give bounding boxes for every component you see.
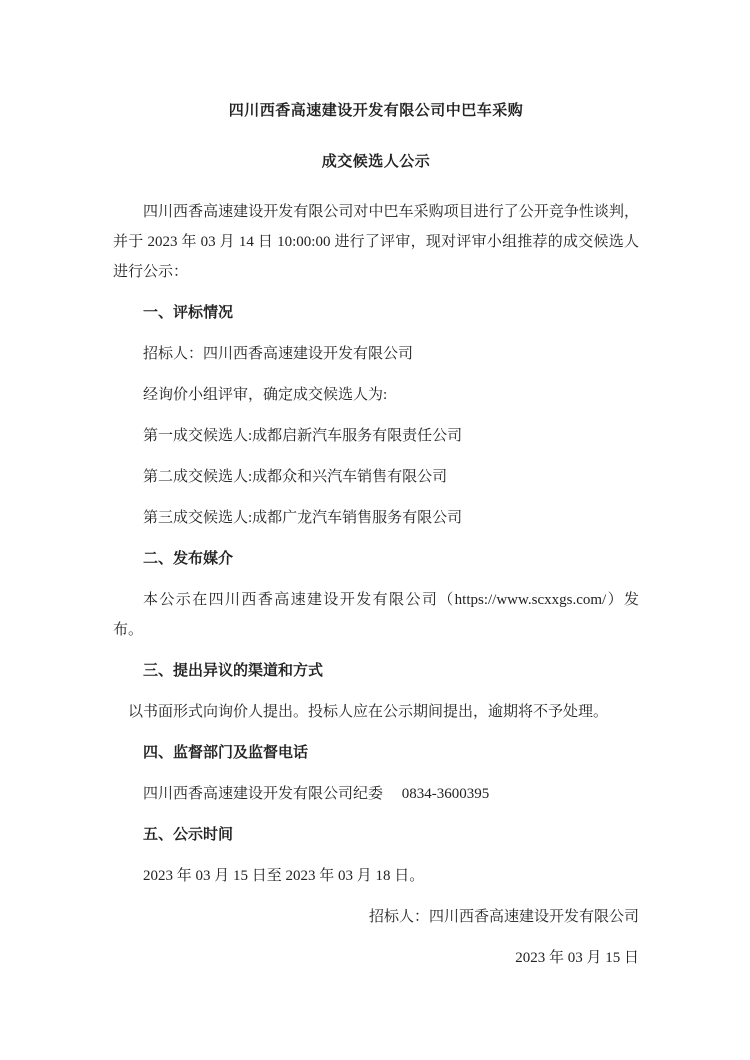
document-subtitle: 成交候选人公示 [321, 153, 431, 170]
section-1-candidate-2: 第二成交候选人:成都众和兴汽车销售有限公司 [143, 469, 448, 485]
section-4-heading: 四、监督部门及监督电话 [143, 744, 309, 761]
section-3-objection-line: 以书面形式向询价人提出。投标人应在公示期间提出，逾期将不予处理。 [128, 704, 609, 720]
section-1-tenderer-line: 招标人：四川西香高速建设开发有限公司 [143, 346, 414, 362]
document-title: 四川西香高速建设开发有限公司中巴车采购 [228, 102, 524, 119]
section-4-supervision-line: 四川西香高速建设开发有限公司纪委 0834-3600395 [143, 786, 490, 802]
section-1-review-line: 经询价小组评审，确定成交候选人为: [143, 387, 388, 403]
section-2-media-line: 本公示在四川西香高速建设开发有限公司（https://www.scxxgs.com/）发布。 [113, 592, 639, 638]
section-1-heading: 一、评标情况 [143, 304, 234, 321]
section-5-period-line: 2023 年 03 月 15 日至 2023 年 03 月 18 日。 [143, 868, 425, 884]
signature-tenderer-line: 招标人：四川西香高速建设开发有限公司 [368, 909, 639, 925]
signature-date-line: 2023 年 03 月 15 日 [515, 950, 639, 966]
section-1-candidate-1: 第一成交候选人:成都启新汽车服务有限责任公司 [143, 428, 463, 444]
section-5-heading: 五、公示时间 [143, 826, 234, 843]
intro-paragraph: 四川西香高速建设开发有限公司对中巴车采购项目进行了公开竞争性谈判，并于 2023 年 03 月 14 日 10:00:00 进行了评审，现对评审小组推荐的成交候选人进行公示： [113, 204, 639, 280]
section-3-heading: 三、提出异议的渠道和方式 [143, 662, 324, 679]
section-1-candidate-3: 第三成交候选人:成都广龙汽车销售服务有限公司 [143, 510, 463, 526]
section-2-heading: 二、发布媒介 [143, 550, 234, 567]
